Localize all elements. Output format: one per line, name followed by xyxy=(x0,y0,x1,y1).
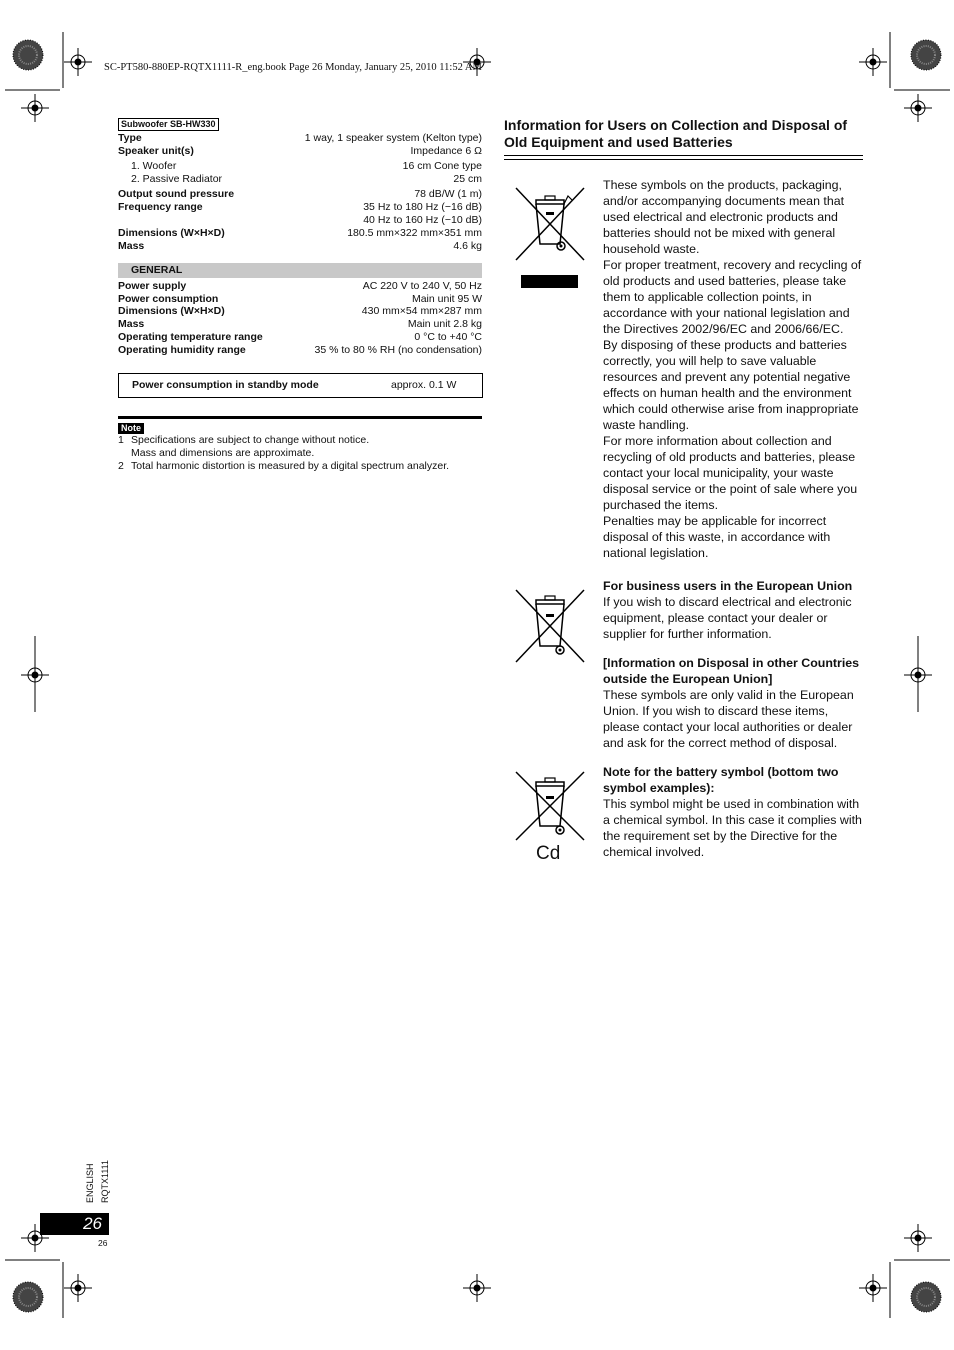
spec-row: Operating temperature range 0 °C to +40 °C xyxy=(118,331,482,343)
standby-label: Power consumption in standby mode xyxy=(132,379,319,391)
spec-row: 1. Woofer 16 cm Cone type xyxy=(131,160,482,172)
disposal-body xyxy=(603,177,865,561)
battery-section xyxy=(603,764,865,860)
spec-row: Frequency range 35 Hz to 180 Hz (−16 dB) xyxy=(118,201,482,213)
language-label: ENGLISH xyxy=(85,1163,95,1203)
business-heading: For business users in the European Union xyxy=(603,579,853,593)
model-code-label: RQTX1111 xyxy=(100,1159,110,1203)
spec-row: 2. Passive Radiator 25 cm xyxy=(131,173,482,185)
paragraph: Penalties may be applicable for incorrect disposal of this waste, in accordance with national legislation. xyxy=(603,514,831,560)
page-number-box xyxy=(40,1213,109,1235)
spec-row: Power consumption Main unit 95 W xyxy=(118,293,482,305)
crossed-bin-icon xyxy=(514,588,586,666)
business-section xyxy=(603,578,865,642)
disposal-title: Information for Users on Collection and Disposal of Old Equipment and used Batteries xyxy=(504,117,848,150)
chemical-symbol: Cd xyxy=(536,843,561,864)
note-divider xyxy=(118,416,482,419)
spec-row: Type 1 way, 1 speaker system (Kelton type) xyxy=(118,132,482,144)
standby-box xyxy=(118,373,483,398)
spec-row: Mass Main unit 2.8 kg xyxy=(118,318,482,330)
spec-row: 40 Hz to 160 Hz (−10 dB) xyxy=(363,214,482,226)
outside-eu-section xyxy=(603,655,865,751)
page-number-small: 26 xyxy=(98,1238,108,1248)
crossed-bin-icon xyxy=(514,186,586,264)
standby-value: approx. 0.1 W xyxy=(391,379,457,391)
note-badge: Note xyxy=(118,423,144,434)
spec-row: Power supply AC 220 V to 240 V, 50 Hz xyxy=(118,280,482,292)
paragraph: These symbols are only valid in the European Union. If you wish to discard these items, please contact your local authorities or dealer and ask for the correct method of disposal. xyxy=(603,688,854,750)
spec-row: Output sound pressure 78 dB/W (1 m) xyxy=(118,188,482,200)
spec-row: Dimensions (W×H×D) 430 mm×54 mm×287 mm xyxy=(118,305,482,317)
spec-row: Speaker unit(s) Impedance 6 Ω xyxy=(118,145,482,157)
general-heading: GENERAL xyxy=(118,263,482,278)
paragraph: These symbols on the products, packaging, and/or accompanying documents mean that used electrical and electronic products and batteries should not be mixed with general household waste. xyxy=(603,178,845,256)
spec-row: Dimensions (W×H×D) 180.5 mm×322 mm×351 mm xyxy=(118,227,482,239)
subwoofer-tag: Subwoofer SB-HW330 xyxy=(118,118,219,131)
title-rule xyxy=(504,159,863,160)
spec-row: Operating humidity range 35 % to 80 % RH (no condensation) xyxy=(118,344,482,356)
paragraph: For more information about collection and recycling of old products and batteries, please contact your local municipality, your waste disposal service or the point of sale where you purchased the items. xyxy=(603,434,858,512)
paragraph: For proper treatment, recovery and recycling of old products and used batteries, please take them to applicable collection points, in accordance with your national legislation and the Directives 2002/96/EC and 2006/66/EC. xyxy=(603,258,862,336)
title-rule xyxy=(504,155,863,156)
spec-row: Mass 4.6 kg xyxy=(118,240,482,252)
paragraph: This symbol might be used in combination with a chemical symbol. In this case it complies with the requirement set by the Directive for the chemical involved. xyxy=(603,797,862,859)
paragraph: By disposing of these products and batteries correctly, you will help to save valuable resources and prevent any potential negative effects on human health and the environment which could otherwise arise from inappropriate waste handling. xyxy=(603,338,859,432)
crossed-bin-icon xyxy=(514,770,586,842)
book-header: SC-PT580-880EP-RQTX1111-R_eng.book Page 26 Monday, January 25, 2010 11:52 AM xyxy=(104,62,482,73)
page-number: 26 xyxy=(83,1214,102,1233)
battery-heading: Note for the battery symbol (bottom two symbol examples): xyxy=(603,765,839,795)
paragraph: If you wish to discard electrical and electronic equipment, please contact your dealer or supplier for further information. xyxy=(603,595,852,641)
outside-eu-heading: [Information on Disposal in other Countries outside the European Union] xyxy=(603,656,860,686)
symbol-bar xyxy=(521,275,578,288)
